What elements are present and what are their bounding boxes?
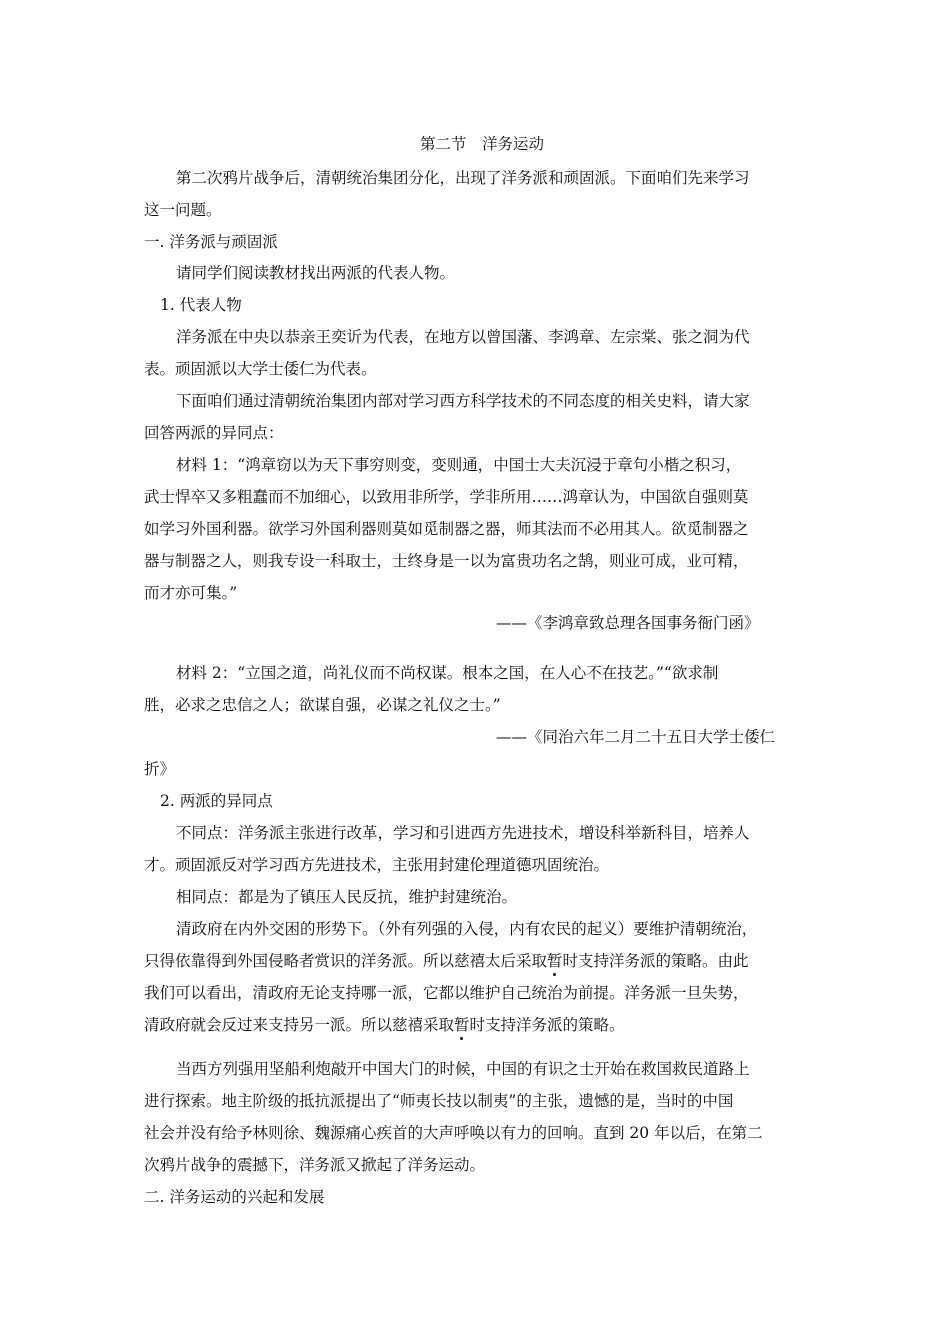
material1-line-5: 而才亦可集。” [144,584,238,602]
representatives-line-1: 洋务派在中央以恭亲王奕䜣为代表，在地方以曾国藩、李鸿章、左宗棠、张之洞为代 [176,328,750,346]
intro-line-2: 这一问题。 [144,201,222,219]
analysis-line-4 [144,1015,625,1035]
subheading-comparison: 2. 两派的异同点 [160,792,273,810]
analysis-line-2 [144,951,749,971]
background-line-2: 进行探索。地主阶级的抵抗派提出了“师夷长技以制夷”的主张，遗憾的是，当时的中国 [144,1092,734,1110]
lead-line-2: 回答两派的异同点： [144,424,284,442]
material2-source-line-2: 折》 [144,760,176,778]
material1-source: ——《李鸿章致总理各国事务衙门函》 [496,614,760,632]
emphasis-char: 暂 [547,952,563,970]
lead-line-1: 下面咱们通过清朝统治集团内部对学习西方科学技术的不同态度的相关史料，请大家 [176,392,750,410]
difference-line-1: 不同点：洋务派主张进行改革，学习和引进西方先进技术，增设科举新科目，培养人 [176,824,750,842]
analysis-line-4-text-a: 清政府就会反过来支持另一派。所以慈禧采取 [144,1016,455,1034]
analysis-line-1: 清政府在内外交困的形势下。（外有列强的入侵，内有农民的起义）要维护清朝统治， [176,920,758,938]
analysis-line-2-text-b: 时支持洋务派的策略。由此 [562,952,749,970]
section2-heading: 二. 洋务运动的兴起和发展 [144,1188,325,1206]
analysis-line-3: 我们可以看出，清政府无论支持哪一派，它都以维护自己统治为前提。洋务派一旦失势， [144,984,749,1002]
representatives-line-2: 表。顽固派以大学士倭仁为代表。 [144,360,377,378]
emphasis-char: 暂 [454,1016,470,1034]
difference-line-2: 才。顽固派反对学习西方先进技术，主张用封建伦理道德巩固统治。 [144,856,610,874]
page-title: 第二节 洋务运动 [419,135,544,153]
material2-source-line-1: ——《同治六年二月二十五日大学士倭仁 [496,728,776,746]
intro-line-1: 第二次鸦片战争后，清朝统治集团分化，出现了洋务派和顽固派。下面咱们先来学习 [176,169,750,187]
analysis-line-2-text-a: 只得依靠得到外国侵略者赏识的洋务派。所以慈禧太后采取 [144,952,548,970]
background-line-1: 当西方列强用坚船利炮敲开中国大门的时候，中国的有识之士开始在救国救民道路上 [176,1060,750,1078]
section1-prompt: 请同学们阅读教材找出两派的代表人物。 [176,264,456,282]
material2-line-1: 材料 2：“立国之道，尚礼仪而不尚权谋。根本之国，在人心不在技艺。”“欲求制 [176,664,719,682]
background-line-3: 社会并没有给予林则徐、魏源痛心疾首的大声呼唤以有力的回响。直到 20 年以后，在第二 [144,1124,763,1142]
material1-line-1: 材料 1：“鸿章窃以为天下事穷则变，变则通，中国士大夫沉浸于章句小楷之积习， [176,456,742,474]
section1-heading: 一. 洋务派与顽固派 [144,233,278,251]
background-line-4: 次鸦片战争的震撼下，洋务派又掀起了洋务运动。 [144,1156,486,1174]
material1-line-2: 武士悍卒又多粗蠢而不加细心，以致用非所学，学非所用……鸿章认为，中国欲自强则莫 [144,488,749,506]
material1-line-3: 如学习外国利器。欲学习外国利器则莫如觅制器之器，师其法而不必用其人。欲觅制器之 [144,520,749,538]
similarity-line: 相同点：都是为了镇压人民反抗，维护封建统治。 [176,888,518,906]
material1-line-4: 器与制器之人，则我专设一科取士，士终身是一以为富贵功名之鹄，则业可成，业可精， [144,552,749,570]
subheading-representatives: 1. 代表人物 [160,296,242,314]
material2-line-2: 胜，必求之忠信之人；欲谋自强，必谋之礼仪之士。” [144,696,501,714]
analysis-line-4-text-b: 时支持洋务派的策略。 [469,1016,625,1034]
